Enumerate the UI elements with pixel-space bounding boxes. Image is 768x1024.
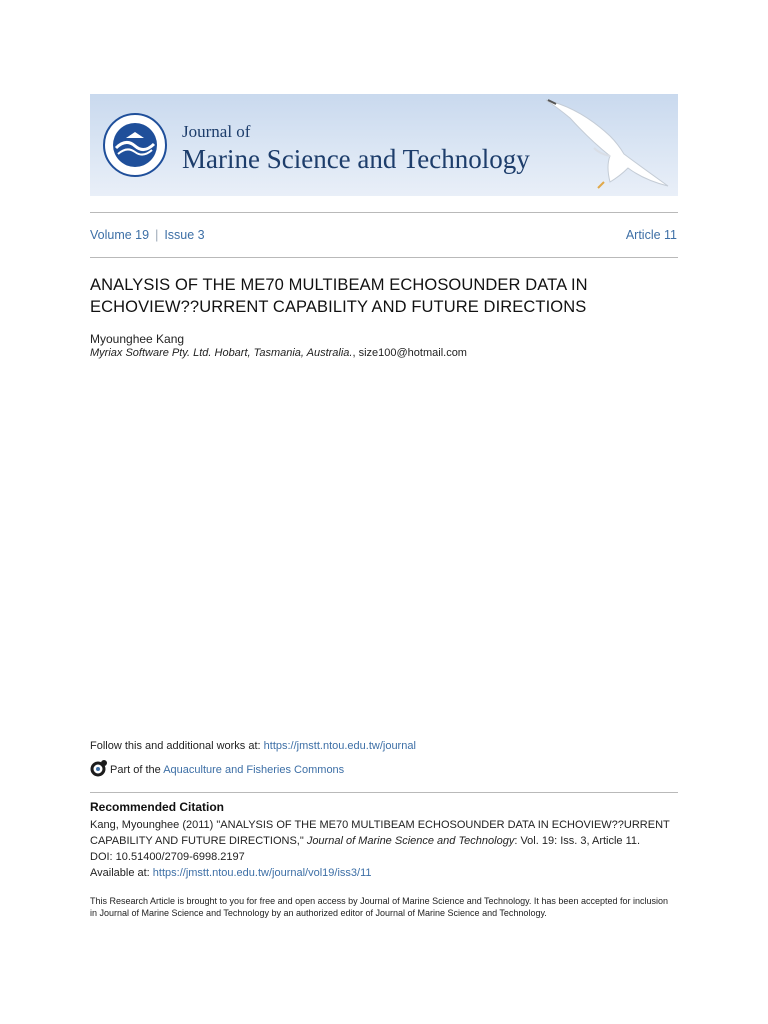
network-commons-icon [90,759,108,777]
article-title-line1: ANALYSIS OF THE ME70 MULTIBEAM ECHOSOUNDER DATA IN [90,276,588,294]
part-of-text [110,764,344,776]
citation-line2-suffix: : Vol. 19: Iss. 3, Article 11. [514,835,641,847]
follow-line [90,740,416,752]
divider-top [90,212,678,213]
author-name: Myounghee Kang [90,332,185,346]
journal-name-line1: Journal of [182,122,251,141]
commons-link[interactable]: Aquaculture and Fisheries Commons [163,764,345,776]
author-affiliation [90,347,467,359]
volume-link[interactable]: Volume 19 [90,228,150,242]
journal-banner [90,94,678,196]
article-title [90,274,680,318]
author-email: , size100@hotmail.com [352,347,467,359]
citation-available [90,865,678,881]
citation-line2 [90,833,678,849]
separator: | [155,228,159,242]
citation-heading: Recommended Citation [90,800,225,814]
article-url-link[interactable]: https://jmstt.ntou.edu.tw/journal/vol19/iss3/11 [152,867,372,879]
citation-line1: Kang, Myounghee (2011) "ANALYSIS OF THE ME70 MULTIBEAM ECHOSOUNDER DATA IN ECHOVIEW??URRENT [90,819,670,831]
follow-prefix: Follow this and additional works at: [90,740,264,752]
issue-link[interactable]: Issue 3 [164,228,205,242]
article-title-line2: ECHOVIEW??URRENT CAPABILITY AND FUTURE DIRECTIONS [90,298,587,316]
divider-meta [90,257,678,258]
volume-issue-links [90,228,205,242]
university-seal-icon [102,112,168,178]
available-prefix: Available at: [90,867,153,879]
citation-block [90,817,678,881]
citation-journal: Journal of Marine Science and Technology [306,835,515,847]
citation-doi: DOI: 10.51400/2709-6998.2197 [90,851,245,863]
affiliation-text: Myriax Software Pty. Ltd. Hobart, Tasmania, Australia. [90,347,353,359]
part-of-prefix: Part of the [110,764,164,776]
citation-line2-prefix: CAPABILITY AND FUTURE DIRECTIONS," [90,835,307,847]
journal-name-line2: Marine Science and Technology [182,144,530,174]
article-link[interactable]: Article 11 [625,228,677,242]
access-statement: This Research Article is brought to you for free and open access by Journal of Marine Science and Technology. It has been accepted for inclusion in Journal of Marine Science and Technology by an authorized editor of Journal of Marine Science and Technology. [90,896,668,918]
seagull-icon [540,96,678,194]
divider-citation [90,792,678,793]
journal-url-link[interactable]: https://jmstt.ntou.edu.tw/journal [263,740,416,752]
